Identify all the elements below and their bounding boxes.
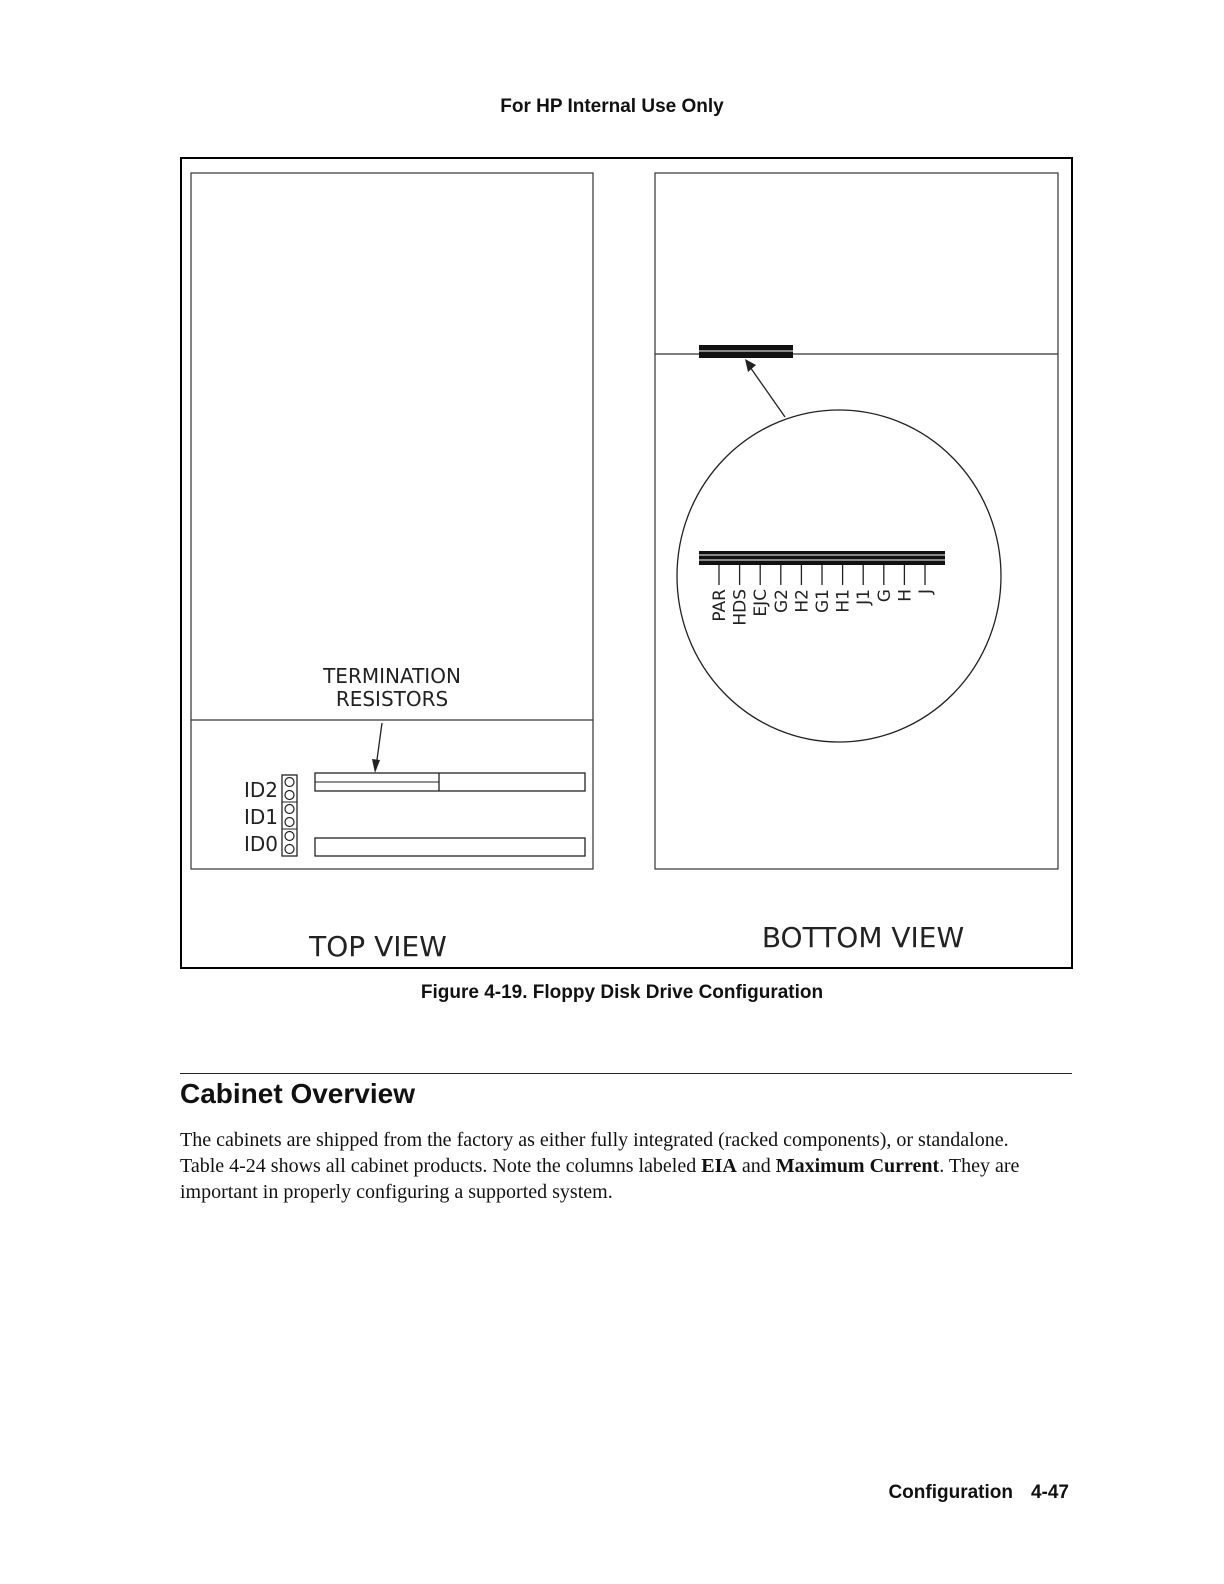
id1-label: ID1 xyxy=(244,805,279,829)
jumper-label-h: H xyxy=(895,589,916,602)
connector-arrowhead xyxy=(745,359,756,372)
jumper-label-hds: HDS xyxy=(730,589,751,626)
termination-arrowhead xyxy=(372,759,380,773)
section-paragraph xyxy=(180,1127,1030,1205)
figure-caption: Figure 4-19. Floppy Disk Drive Configuration xyxy=(420,982,824,1003)
termination-label-line2: RESISTORS xyxy=(335,687,449,711)
jumper-label-ejc: EJC xyxy=(751,589,772,617)
para-bold-eia: EIA xyxy=(701,1155,737,1177)
bottom-view-title: BOTTOM VIEW xyxy=(761,921,965,954)
jumper-label-j: J xyxy=(916,589,936,595)
jumper-label-j1: J1 xyxy=(854,589,875,605)
jumper-label-h2: H2 xyxy=(792,589,813,613)
termination-label-line1: TERMINATION xyxy=(323,664,461,688)
para-bold-max-current: Maximum Current xyxy=(775,1155,940,1177)
jumper-label-par: PAR xyxy=(710,589,730,622)
jumper-pin-labels xyxy=(710,589,936,626)
footer-section: Configuration xyxy=(888,1482,1013,1503)
bottom-view-panel xyxy=(655,173,1058,954)
jumper-label-g2: G2 xyxy=(771,589,792,613)
para-text-2: and xyxy=(736,1155,776,1177)
page-header: For HP Internal Use Only xyxy=(500,96,724,117)
detail-magnifier-circle xyxy=(677,410,1001,742)
section-title: Cabinet Overview xyxy=(180,1078,415,1109)
jumper-label-g: G xyxy=(874,589,895,603)
figure-drawing xyxy=(182,159,1071,967)
top-view-title: TOP VIEW xyxy=(309,930,447,963)
resistor-pack-bottom xyxy=(315,838,585,856)
top-view-panel xyxy=(191,173,593,963)
jumper-label-h1: H1 xyxy=(833,589,854,613)
page-footer xyxy=(888,1482,1069,1504)
floppy-config-figure xyxy=(180,157,1073,969)
jumper-strip xyxy=(699,551,945,565)
id2-label: ID2 xyxy=(244,778,279,802)
para-text-3: . They are important in properly configuring a supported system. xyxy=(180,1155,1020,1203)
jumper-pins xyxy=(719,565,925,585)
footer-page-number: 4-47 xyxy=(1030,1482,1069,1503)
section-divider xyxy=(180,1073,1072,1074)
id0-label: ID0 xyxy=(244,832,279,856)
id-jumper-block xyxy=(282,775,297,856)
para-text-1: The cabinets are shipped from the factory as either fully integrated (racked components), or standalone. Table 4-24 shows all cabinet products. Note the columns labeled xyxy=(180,1129,1009,1177)
jumper-label-g1: G1 xyxy=(813,589,833,613)
